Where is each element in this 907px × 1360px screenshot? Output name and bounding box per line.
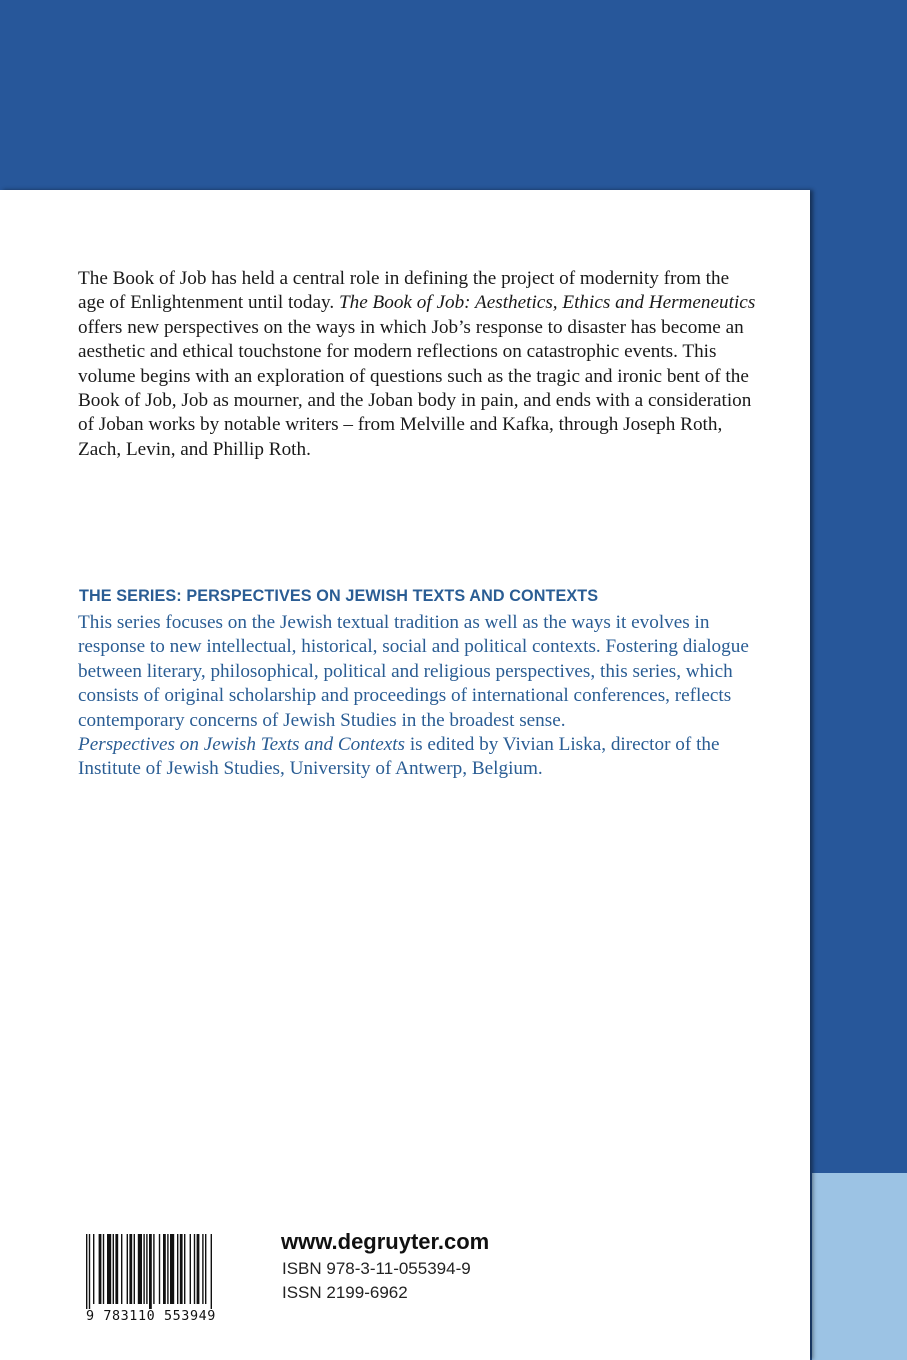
barcode-bar [167, 1234, 168, 1304]
series-editor-note [78, 733, 778, 782]
barcode-digits: 9 783110 553949 [86, 1309, 251, 1324]
cover-accent-strip [812, 1173, 907, 1360]
barcode-bar [103, 1234, 104, 1304]
publisher-website: www.degruyter.com [281, 1229, 490, 1254]
barcode-bar [177, 1234, 178, 1304]
barcode-bar [138, 1234, 142, 1304]
barcode-bar [89, 1234, 90, 1309]
barcode-bar [121, 1234, 122, 1304]
description-text-2: offers new perspectives on the ways in which Job’s response to disaster has become an aesthetic and ethical touchstone for modern reflections on catastrophic events. This volume begins with an exploration of questions such as the tragic and ironic bent of the Book of Job, Job as mourner, and the Joban body in pain, and ends with a consideration of Joban works by notable writers – from Melville and Kafka, through Joseph Roth, Zach, Levin, and Phillip Roth. [78, 316, 752, 460]
barcode-bar [115, 1234, 118, 1304]
barcode-bar [197, 1234, 200, 1304]
isbn-number: ISBN 978-3-11-055394-9 [282, 1259, 471, 1278]
description-text-1: The Book of Job has held a central role in defining the project of modernity from the age of Enlightenment until today. [78, 268, 730, 314]
barcode-bar [194, 1234, 195, 1304]
barcode-bar [99, 1234, 102, 1304]
series-editor-text: is edited by Vivian Liska, director of the Institute of Jewish Studies, University of Antwerp, Belgium. [78, 734, 720, 780]
barcode-bar [190, 1234, 191, 1304]
description-book-title: The Book of Job: Aesthetics, Ethics and Hermeneutics [338, 292, 756, 314]
series-heading: THE SERIES: PERSPECTIVES ON JEWISH TEXTS AND CONTEXTS [79, 587, 599, 605]
series-description [78, 611, 778, 782]
barcode-bar [129, 1234, 132, 1304]
barcode-bar [184, 1234, 185, 1304]
barcode-bar [170, 1234, 174, 1304]
barcode-bar [180, 1234, 183, 1304]
barcode-bar [159, 1234, 160, 1304]
series-title: Perspectives on Jewish Texts and Contexts [78, 734, 406, 756]
barcode-bar [149, 1234, 152, 1309]
barcode-bar [127, 1234, 128, 1304]
barcode-bar [134, 1234, 135, 1304]
series-body: This series focuses on the Jewish textual tradition as well as the ways it evolves in response to new intellectual, historical, social and political contexts. Fostering dialogue between literary, philosophical, political and religious perspectives, this series, which consists of original scholarship and proceedings of international conferences, reflects contemporary concerns of Jewish Studies in the broadest sense. [78, 612, 749, 731]
barcode-bar [143, 1234, 144, 1304]
barcode-bar [93, 1234, 94, 1304]
barcode-bar [211, 1234, 212, 1309]
barcode-bar [146, 1234, 147, 1304]
barcode-bar [113, 1234, 114, 1304]
book-description [78, 267, 758, 462]
barcode-bar [205, 1234, 206, 1304]
barcode-bar [86, 1234, 87, 1309]
barcode-bars [80, 1234, 250, 1309]
barcode-bar [153, 1234, 154, 1304]
isbn-barcode [80, 1234, 250, 1344]
barcode-bar [107, 1234, 111, 1304]
barcode-bar [202, 1234, 203, 1304]
issn-number: ISSN 2199-6962 [282, 1283, 408, 1302]
barcode-bar [163, 1234, 166, 1304]
